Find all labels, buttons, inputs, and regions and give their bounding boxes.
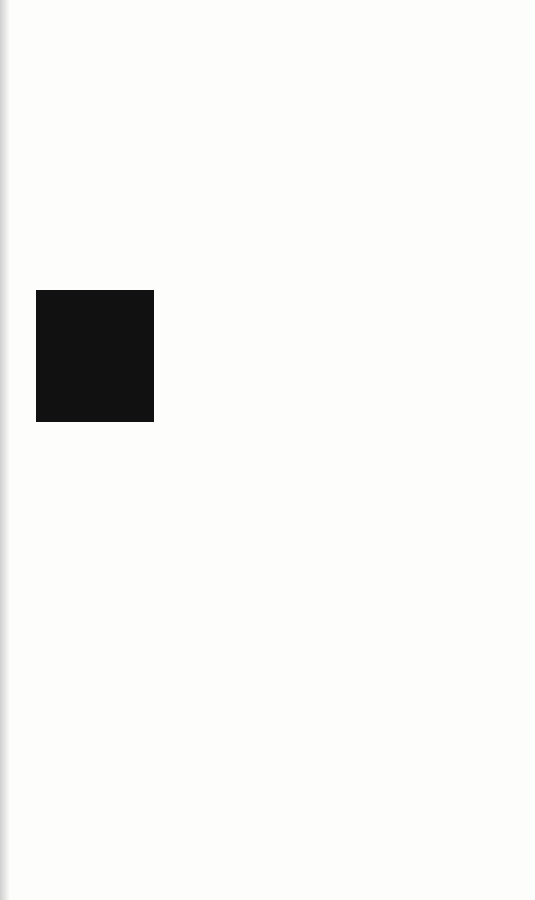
drop-cap-initial xyxy=(36,290,154,422)
page-binding-edge xyxy=(0,0,10,900)
header-ornament-band xyxy=(36,55,424,123)
small-ornament-band xyxy=(172,221,296,269)
